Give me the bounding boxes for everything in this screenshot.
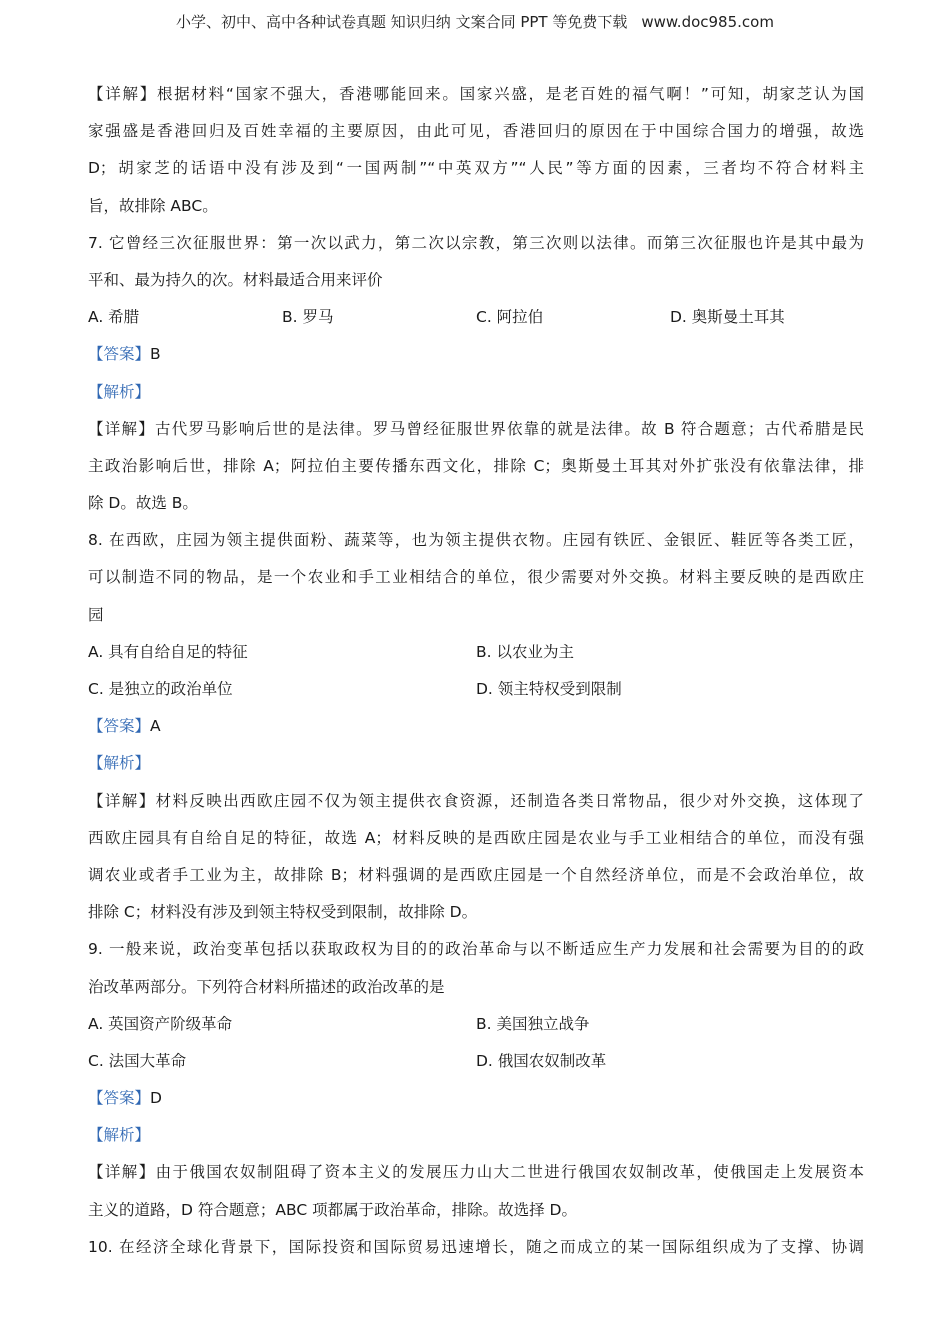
q9-option-b: B. 美国独立战争 [476,1014,590,1033]
q7-stem-line-1: 7. 它曾经三次征服世界：第一次以武力，第二次以宗教，第三次则以法律。而第三次征服也许是其中最为 [88,233,864,252]
analysis-tag: 【解析】 [88,382,151,401]
q7-answer-value: B [150,345,161,364]
q7-analysis [88,374,864,411]
q8-stem-line-1: 8. 在西欧，庄园为领主提供面粉、蔬菜等，也为领主提供衣物。庄园有铁匠、金银匠、鞋匠等各类工匠， [88,531,864,550]
q7-detail-line-3: 除 D。故选 B。 [88,494,198,513]
q9-option-c: C. 法国大革命 [88,1051,187,1070]
q9-option-a: A. 英国资产阶级革命 [88,1014,233,1033]
detail-tag: 【详解】 [88,1163,156,1182]
q8-option-c: C. 是独立的政治单位 [88,680,233,698]
q9-analysis [88,1117,864,1154]
q6-detail-line-4: 旨，故排除 ABC。 [88,196,218,215]
q9-options-row-2 [88,1043,864,1080]
answer-tag: 【答案】 [88,345,151,364]
q8-options-row-1 [88,634,864,671]
detail-tag: 【详解】 [88,85,157,103]
answer-tag: 【答案】 [88,717,151,736]
q8-stem-line-3: 园 [88,605,104,624]
q7-option-c: C. 阿拉伯 [476,308,544,327]
q7-detail-line-2: 主政治影响后世，排除 A；阿拉伯主要传播东西文化，排除 C；奥斯曼土耳其对外扩张没有依靠法律，排 [88,456,864,475]
q9-detail-line-1: 【详解】由于俄国农奴制阻碍了资本主义的发展压力山大二世进行俄国农奴制改革，使俄国走上发展资本 [88,1163,864,1182]
q9-stem-line-2: 治改革两部分。下列符合材料所描述的政治改革的是 [88,977,445,996]
q10-stem-line-1: 10. 在经济全球化背景下，国际投资和国际贸易迅速增长，随之而成立的某一国际组织成为了支撑、协调 [88,1237,864,1256]
q8-option-d: D. 领主特权受到限制 [476,680,622,698]
q9-option-d: D. 俄国农奴制改革 [476,1051,607,1070]
page-header [0,11,950,32]
q8-detail-line-1: 【详解】材料反映出西欧庄园不仅为领主提供衣食资源，还制造各类日常物品，很少对外交换，这体现了 [88,791,864,810]
q8-answer [88,708,864,745]
q7-detail-line-1: 【详解】古代罗马影响后世的是法律。罗马曾经征服世界依靠的就是法律。故 B 符合题意；古代希腊是民 [88,419,864,438]
detail-tag: 【详解】 [88,791,156,810]
q8-detail-line-4: 排除 C；材料没有涉及到领主特权受到限制，故排除 D。 [88,903,478,922]
q8-detail-line-3: 调农业或者手工业为主，故排除 B；材料强调的是西欧庄园是一个自然经济单位，而是不会政治单位，故 [88,865,864,884]
q9-answer [88,1080,864,1117]
analysis-tag: 【解析】 [88,754,151,773]
q8-options-row-2 [88,671,864,708]
page-content [88,76,864,1266]
q6-detail-line-1: 【详解】根据材料“国家不强大，香港哪能回来。国家兴盛，是老百姓的福气啊！”可知，胡家芝认为国 [88,85,864,103]
detail-tag: 【详解】 [88,419,156,438]
q7-stem-line-2: 平和、最为持久的次。材料最适合用来评价 [88,270,383,289]
q7-option-d: D. 奥斯曼土耳其 [670,308,785,327]
q9-options-row-1 [88,1006,864,1043]
header-text: 小学、初中、高中各种试卷真题 知识归纳 文案合同 PPT 等免费下载 [176,13,628,31]
q7-option-b: B. 罗马 [282,308,334,327]
q6-detail-line-3: D；胡家芝的话语中没有涉及到“一国两制”“中英双方”“人民”等方面的因素，三者均不符合材料主 [88,159,864,178]
q7-options [88,299,864,336]
q8-stem-line-2: 可以制造不同的物品，是一个农业和手工业相结合的单位，很少需要对外交换。材料主要反映的是西欧庄 [88,568,864,587]
q6-detail-line-2: 家强盛是香港回归及百姓幸福的主要原因，由此可见，香港回归的原因在于中国综合国力的增强，故选 [88,122,864,141]
header-url[interactable]: www.doc985.com [641,13,774,31]
answer-tag: 【答案】 [88,1089,151,1108]
q8-analysis [88,745,864,782]
q7-option-a: A. 希腊 [88,308,140,327]
q9-stem-line-1: 9. 一般来说，政治变革包括以获取政权为目的的政治革命与以不断适应生产力发展和社会需要为目的的政 [88,940,864,959]
q8-answer-value: A [150,717,161,736]
q7-answer [88,336,864,373]
q8-option-a: A. 具有自给自足的特征 [88,642,248,661]
q9-detail-line-2: 主义的道路，D 符合题意；ABC 项都属于政治革命，排除。故选择 D。 [88,1200,577,1219]
q8-option-b: B. 以农业为主 [476,642,574,661]
q9-answer-value: D [150,1089,162,1108]
analysis-tag: 【解析】 [88,1126,151,1145]
q8-detail-line-2: 西欧庄园具有自给自足的特征，故选 A；材料反映的是西欧庄园是农业与手工业相结合的单位，而没有强 [88,828,864,847]
